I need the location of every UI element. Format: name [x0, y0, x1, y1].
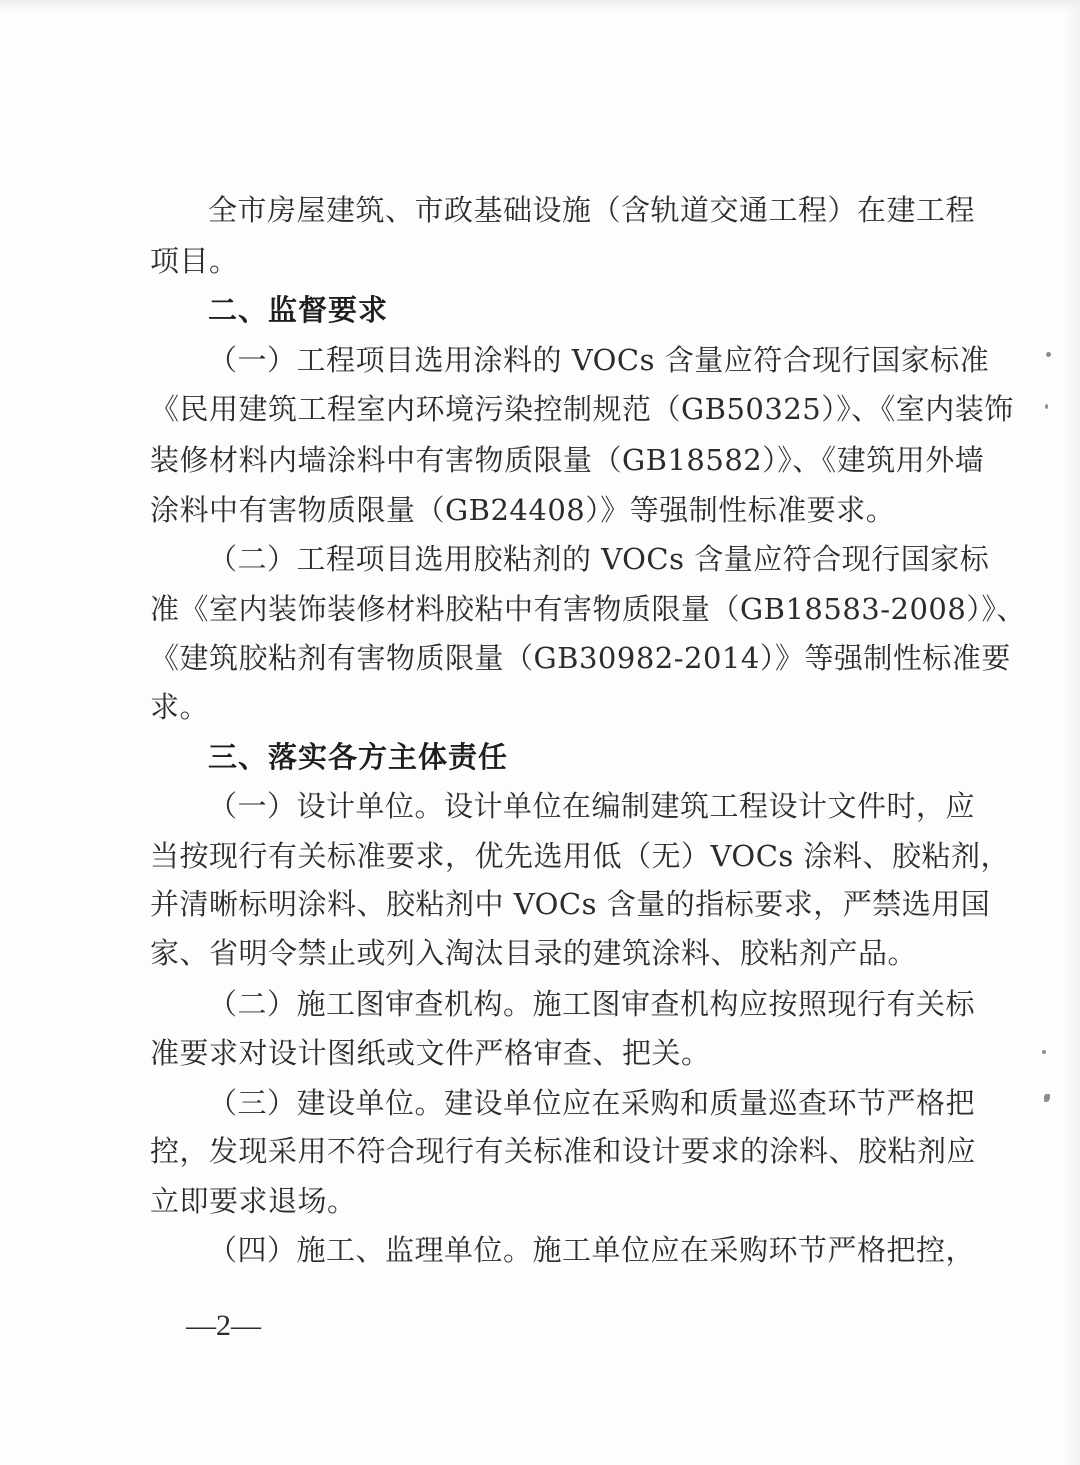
text-line: 立即要求退场。 [150, 1184, 357, 1218]
section-heading: 二、监督要求 [208, 293, 389, 327]
section-heading: 三、落实各方主体责任 [208, 740, 509, 774]
scan-edge-right [1064, 0, 1080, 1465]
text-line: （四）施工、监理单位。施工单位应在采购环节严格把控， [208, 1233, 976, 1267]
text-line: 项目。 [150, 244, 239, 278]
text-line: 装修材料内墙涂料中有害物质限量（GB18582）》、《建筑用外墙 [150, 443, 985, 477]
text-line: 当按现行有关标准要求，优先选用低（无）VOCs 涂料、胶粘剂， [150, 839, 1010, 873]
text-line: 求。 [150, 690, 210, 724]
text-line: 准《室内装饰装修材料胶粘中有害物质限量（GB18583-2008）》、 [150, 592, 1026, 626]
scan-speck [1044, 1094, 1050, 1102]
text-line: （一）工程项目选用涂料的 VOCs 含量应符合现行国家标准 [208, 343, 990, 377]
scan-speck [1046, 352, 1051, 357]
text-line: （二）工程项目选用胶粘剂的 VOCs 含量应符合现行国家标 [208, 542, 990, 576]
text-line: （二）施工图审查机构。施工图审查机构应按照现行有关标 [208, 987, 976, 1021]
text-line: 全市房屋建筑、市政基础设施（含轨道交通工程）在建工程 [208, 193, 976, 227]
text-line: 并清晰标明涂料、胶粘剂中 VOCs 含量的指标要求，严禁选用国 [150, 887, 991, 921]
page-number: —2— [186, 1309, 261, 1342]
text-line: 准要求对设计图纸或文件严格审查、把关。 [150, 1036, 711, 1070]
text-line: 控，发现采用不符合现行有关标准和设计要求的涂料、胶粘剂应 [150, 1134, 977, 1168]
text-line: 家、省明令禁止或列入淘汰目录的建筑涂料、胶粘剂产品。 [150, 936, 918, 970]
scan-speck [1042, 1050, 1046, 1054]
scan-edge-top [0, 0, 1080, 12]
text-line: 《建筑胶粘剂有害物质限量（GB30982-2014）》等强制性标准要 [150, 641, 1011, 675]
text-line: 《民用建筑工程室内环境污染控制规范（GB50325）》、《室内装饰 [150, 392, 1014, 426]
text-line: 涂料中有害物质限量（GB24408）》等强制性标准要求。 [150, 493, 896, 527]
text-line: （三）建设单位。建设单位应在采购和质量巡查环节严格把 [208, 1086, 976, 1120]
scan-speck [1045, 404, 1048, 409]
text-line: （一）设计单位。设计单位在编制建筑工程设计文件时，应 [208, 789, 976, 823]
